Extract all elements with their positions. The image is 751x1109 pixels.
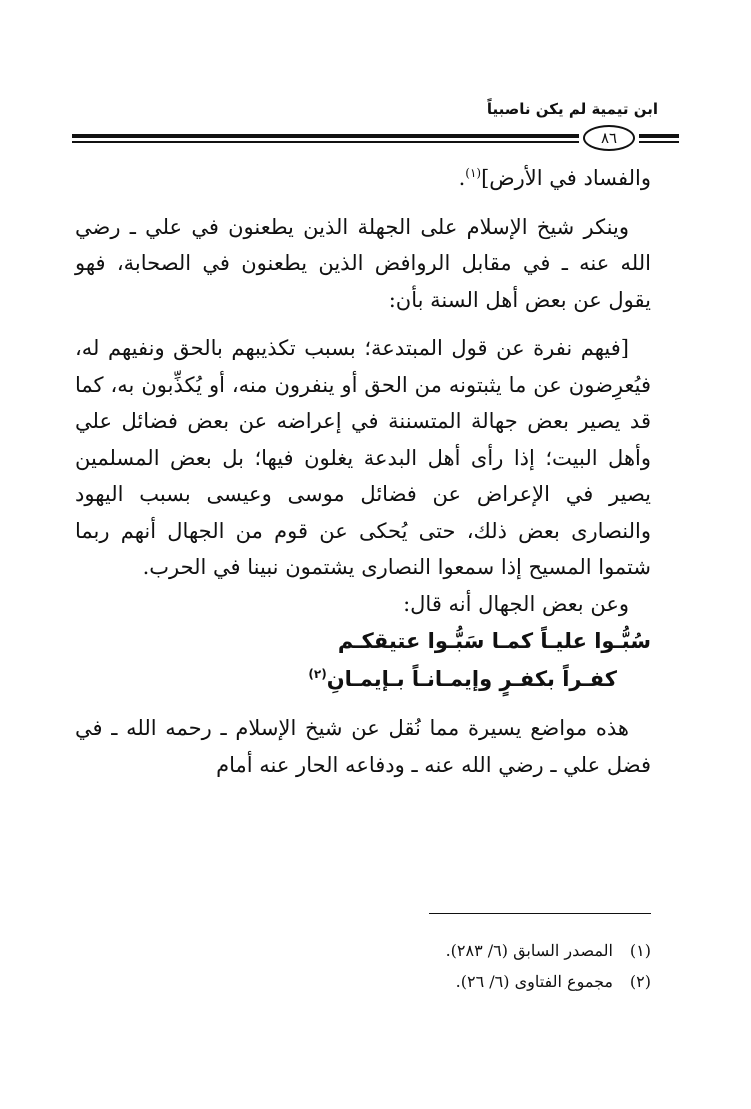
footnote-1-text: المصدر السابق (٦/ ٢٨٣). [445, 941, 613, 960]
running-title: ابن تيمية لم يكن ناصبياً [486, 100, 658, 118]
poem [75, 622, 651, 698]
footnote-2 [80, 966, 651, 997]
footnotes [80, 935, 651, 997]
paragraph-3-quote: [فيهم نفرة عن قول المبتدعة؛ بسبب تكذيبهم بالحق ونفيهم له، فيُعرِضون عن ما يثبتونه من الحق أو ينفرون منه، أو يُكذِّبون به، كما قد يصير بعض جهالة المتسننة في إعراضه عن بعض فضائل علي وأهل البيت؛ إذا رأى أهل البدعة يغلون فيها؛ بل بعض المسلمين يصير في الإعراض عن فضائل موسى وعيسى بسبب اليهود والنصارى بعض ذلك، حتى يُحكى عن قوم من الجهال أنهم ربما شتموا المسيح إذا سمعوا النصارى يشتمون نبينا في الحرب. [75, 336, 651, 579]
footnote-1 [80, 935, 651, 966]
body-text [75, 160, 651, 783]
footnote-2-text: مجموع الفتاوى (٦/ ٢٦). [455, 972, 613, 991]
paragraph-1-text: والفساد في الأرض] [481, 166, 651, 190]
footnote-1-number: (١) [629, 941, 651, 960]
paragraph-1-end: . [458, 166, 466, 190]
paragraph-4: وعن بعض الجهال أنه قال: [403, 591, 629, 616]
header-rule-right-thick [639, 134, 679, 138]
poem-line-2 [75, 660, 651, 698]
header-rule-thick [72, 134, 579, 138]
paragraph-5: هذه مواضع يسيرة مما نُقل عن شيخ الإسلام ـ رحمه الله ـ في فضل علي ـ رضي الله عنه ـ ودفاعه الحار عنه أمام [75, 716, 651, 777]
footnote-ref-1: (١) [465, 166, 482, 180]
paragraph-1 [75, 160, 651, 197]
header-rule-thin [72, 141, 579, 143]
footnote-ref-2: (٢) [308, 667, 327, 681]
page-number: ٨٦ [583, 125, 635, 151]
poem-line-2-text: كفـراً بكفـرٍ وإيمـانـاً بـإيمـانِ [326, 667, 617, 691]
footnote-separator [429, 913, 651, 914]
header-rule-right-thin [639, 141, 679, 143]
paragraph-2: وينكر شيخ الإسلام على الجهلة الذين يطعنون في علي ـ رضي الله عنه ـ في مقابل الروافض الذين يطعنون في الصحابة، فهو يقول عن بعض أهل السنة بأن: [75, 214, 651, 312]
poem-line-1: سُبُّـوا عليـاً كمـا سَبُّـوا عتيقكـم [337, 629, 651, 653]
footnote-2-number: (٢) [629, 972, 651, 991]
